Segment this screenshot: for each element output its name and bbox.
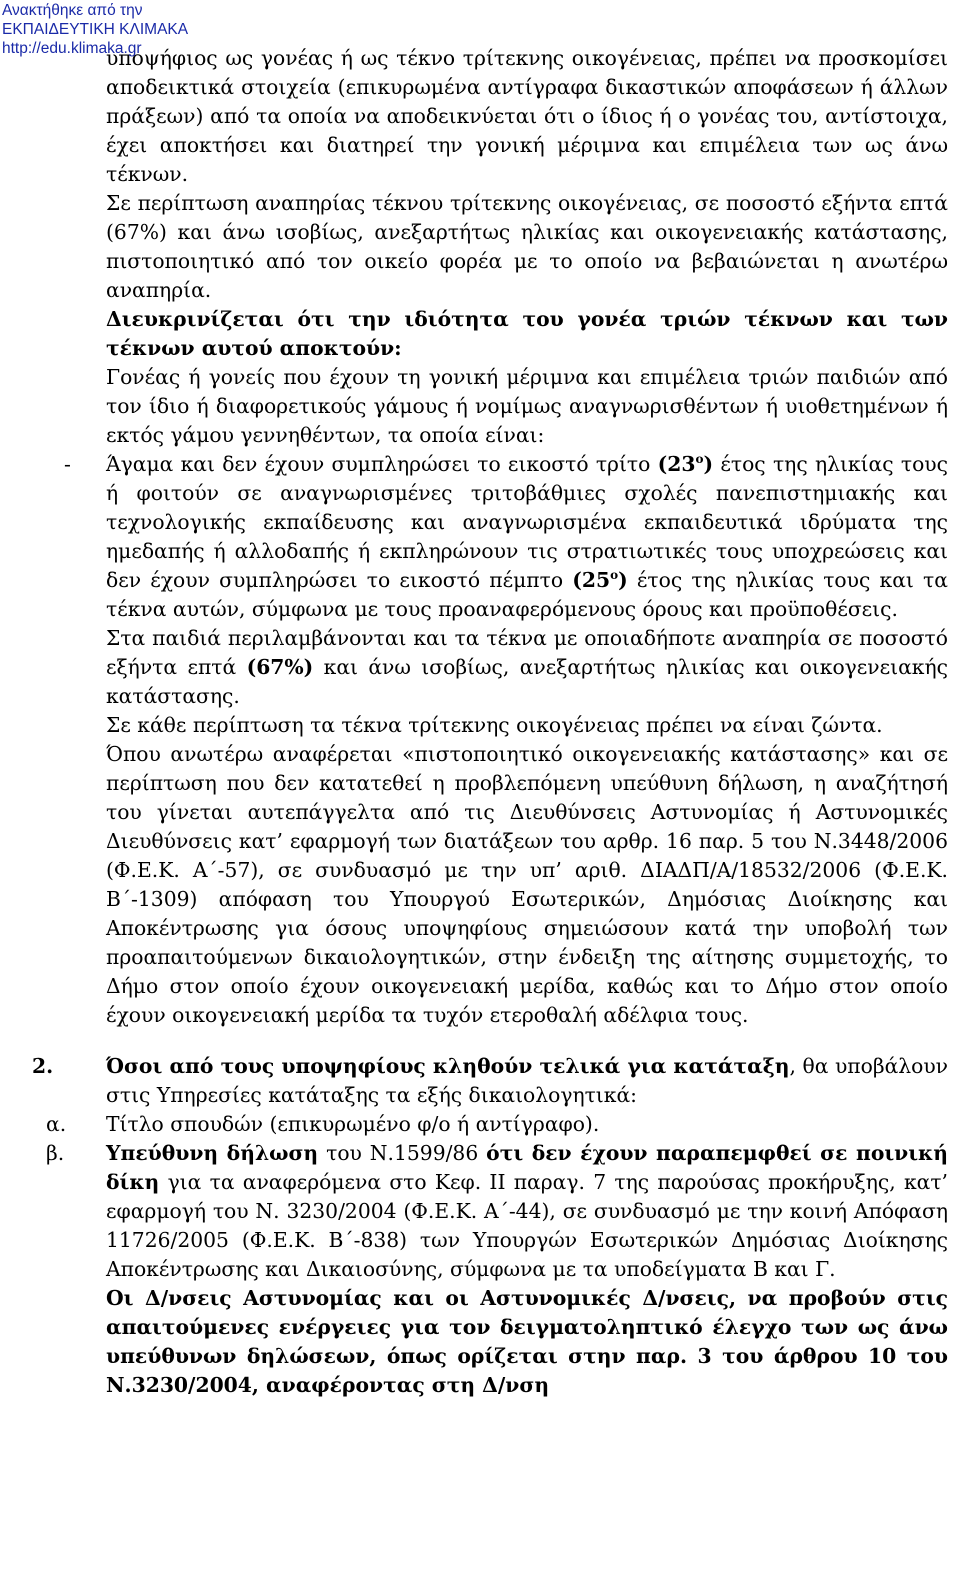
item-b-marker: β. <box>46 1141 65 1165</box>
paragraph-children-disability <box>106 624 948 711</box>
item-a-marker: α. <box>46 1112 67 1136</box>
watermark-link[interactable]: http://edu.klimaka.gr <box>2 40 142 57</box>
watermark-line-2: ΕΚΠΑΙΔΕΥΤΙΚΗ ΚΛΙΜΑΚΑ <box>2 21 189 38</box>
paragraph-parents-definition: Γονέας ή γονείς που έχουν τη γονική μέριμνα και επιμέλεια τριών παιδιών από τον ίδιο ή διαφορετικούς γάμους ή νομίμως αναγνωρισθέντων ή υιοθετημένων ή εκτός γάμου γεννηθέντων, τα οποία είναι: <box>106 365 948 447</box>
paragraph-disability: Σε περίπτωση αναπηρίας τέκνου τρίτεκνης οικογένειας, σε ποσοστό εξήντα επτά (67%) και άνω ισοβίως, ανεξαρτήτως ηλικίας και οικογενειακής κατάστασης, πιστοποιητικό από τον οικείο φορέα με το οποίο να βεβαιώνεται η ανωτέρω αναπηρία. <box>106 191 948 302</box>
item-b-text-2: για τα αναφερόμενα στο Κεφ. ΙΙ παραγ. 7 της παρούσας προκήρυξης, κατ’ εφαρμογή του Ν. 3230/2004 (Φ.Ε.Κ. Α΄-44), σε συνδυασμό με την κοινή Απόφαση 11726/2005 (Φ.Ε.Κ. Β΄-838) των Υπουργών Εσωτερικών Δημόσιας Διοίκησης Αποκέντρωσης και Δικαιοσύνης, σύμφωνα με τα υποδείγματα Β και Γ. <box>106 1170 948 1281</box>
age-23-sup: ο <box>695 452 704 467</box>
age-25-open: (25 <box>572 568 611 592</box>
section-2-text: , θα υποβάλουν στις Υπηρεσίες κατάταξης τα εξής δικαιολογητικά: <box>106 1054 948 1107</box>
age-23-open: (23 <box>657 452 696 476</box>
dash-item-text-3: έτος της ηλικίας τους και τα τέκνα αυτών, σύμφωνα με τους προαναφερόμενους όρους και προϋποθέσεις. <box>106 568 948 621</box>
paragraph-parent-custody: υποψήφιος ως γονέας ή ως τέκνο τρίτεκνης οικογένειας, πρέπει να προσκομίσει αποδεικτικά στοιχεία (επικυρωμένα αντίγραφα δικαστικών αποφάσεων ή άλλων πράξεων) από τα οποία να αποδεικνύεται ότι ο ίδιος ή ο γονέας του, αντίστοιχα, έχει αποκτήσει και διατηρεί την γονική μέριμνα και επιμέλεια των ως άνω τέκνων. <box>106 46 948 186</box>
section-2-bold: Όσοι από τους υποψηφίους κληθούν τελικά για κατάταξη <box>106 1054 790 1078</box>
age-25-sup: ο <box>610 568 619 583</box>
section-gap <box>0 1030 960 1052</box>
item-a <box>46 1110 948 1139</box>
item-a-text: Τίτλο σπουδών (επικυρωμένο φ/ο ή αντίγραφο). <box>106 1112 600 1136</box>
paragraph-police-check: Οι Δ/νσεις Αστυνομίας και οι Αστυνομικές Δ/νσεις, να προβούν στις απαιτούμενες ενέργειες για τον δειγματοληπτικό έλεγχο των ως άνω υπεύθυνων δηλώσεων, όπως ορίζεται στην παρ. 3 του άρθρου 10 του Ν.3230/2004, αναφέροντας στη Δ/νση <box>106 1286 948 1397</box>
section-2-number: 2. <box>32 1054 54 1078</box>
watermark-line-1: Ανακτήθηκε από την <box>2 2 143 19</box>
dash-item-text-2: έτος της ηλικίας τους ή φοιτούν σε αναγνωρισμένες τριτοβάθμιες σχολές πανεπιστημιακής και τεχνολογικής εκπαίδευσης και αναγνωρισμένα εκπαιδευτικά ιδρύματα της ημεδαπής ή αλλοδαπής ή εκπληρώνουν τις στρατιωτικές τους υποχρεώσεις και δεν έχουν συμπληρώσει το εικοστό πέμπτο <box>106 452 948 592</box>
item-b-bold-2: ότι δεν έχουν παραπεμφθεί σε ποινική δίκη <box>106 1141 948 1194</box>
dash-item-unmarried <box>64 450 948 624</box>
dash-item-text-1: Άγαμα και δεν έχουν συμπληρώσει το εικοστό τρίτο <box>106 452 658 476</box>
dash-marker: - <box>64 452 71 476</box>
paragraph-clarification-heading: Διευκρινίζεται ότι την ιδιότητα του γονέα τριών τέκνων και των τέκνων αυτού αποκτούν: <box>106 307 948 360</box>
age-23-close: ) <box>703 452 714 476</box>
paragraph-family-certificate: Όπου ανωτέρω αναφέρεται «πιστοποιητικό οικογενειακής κατάστασης» και σε περίπτωση που δεν κατατεθεί η προβλεπόμενη υπεύθυνη δήλωση, η αναζήτησή του γίνεται αυτεπάγγελτα από τις Διευθύνσεις Αστυνομίας ή Αστυνομικές Διευθύνσεις κατ’ εφαρμογή των διατάξεων του αρθρ. 16 παρ. 5 του Ν.3448/2006 (Φ.Ε.Κ. Α΄-57), σε συνδυασμό με την υπ’ αριθ. ΔΙΑΔΠ/Α/18532/2006 (Φ.Ε.Κ. Β΄-1309) απόφαση του Υπουργού Εσωτερικών, Δημόσιας Διοίκησης και Αποκέντρωσης για όσους υποψηφίους σημειώσουν κατά την υποβολή των προαπαιτούμενων δικαιολογητικών, στην ένδειξη της αίτησης συμμετοχής, το Δήμο στον οποίο έχουν οικογενειακή μερίδα, καθώς και το Δήμο στον οποίο έχουν οικογενειακή μερίδα τα τυχόν ετεροθαλή αδέλφια τους. <box>106 742 948 1027</box>
section-2 <box>32 1052 948 1110</box>
children-disability-text-1: Στα παιδιά περιλαμβάνονται και τα τέκνα με οποιαδήποτε αναπηρία σε ποσοστό εξήντα επτά <box>106 626 948 679</box>
watermark <box>2 1 188 58</box>
paragraph-alive: Σε κάθε περίπτωση τα τέκνα τρίτεκνης οικογένειας πρέπει να είναι ζώντα. <box>106 713 883 737</box>
item-b <box>46 1139 948 1284</box>
document-body <box>0 44 960 1400</box>
age-25-close: ) <box>618 568 628 592</box>
children-disability-percent: (67%) <box>246 655 314 679</box>
children-disability-text-2: και άνω ισοβίως, ανεξαρτήτως ηλικίας και οικογενειακής κατάστασης. <box>106 655 948 708</box>
item-b-bold-1: Υπεύθυνη δήλωση <box>106 1141 319 1165</box>
item-b-text-1: του Ν.1599/86 <box>318 1141 487 1165</box>
